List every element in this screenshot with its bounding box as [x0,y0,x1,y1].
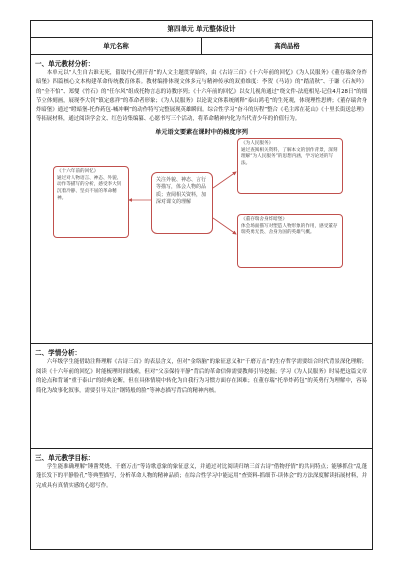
section-material-heading: 一、单元教材分析： [35,60,95,68]
section-learners-paragraph: 六年级学生能借助注释理解《古诗三首》的表层含义，但对“金络脑”的象征意义和“千磨万击”的生存哲学需要结合时代背景深化理解；阅读《十六年前的回忆》时能梳理时间线索，但对“父亲保持平静”背后的革命信仰需要教师引导挖掘；学习《为人民服务》时易把这篇文章的论点和背诵“重于泰山”的经典论断，但在具体情境中转化为自我行为习惯方面存在困难；在董存瑞“托举炸药包”的英勇行为理解中，容易简化为故事化叙事，需要引导关注“钢铸般的脸”等神态描写背后的精神内核。 [36,359,368,394]
gradient-diagram [31,136,372,272]
unit-name-label: 单元名称 [31,38,202,55]
box-dong-cunrui-title: 《董存瑞舍身炸暗堡》 [241,216,287,222]
box-serve-people-title: 《为人民服务》 [241,140,274,146]
box-sixteen-years-title: 《十六年前的回忆》 [57,168,99,174]
box-serve-people [237,138,343,194]
section-material-paragraph: 本单元以“人生自古谁无死，留取丹心照汗青”的人文主题贯穿始终，由《古诗三首》《十六年前的回忆》《为人民服务》《董存瑞舍身炸暗堡》四篇核心文本构建革命传统教育体系。教材编排体现文体多元与精神传承的双重维度：李贺《马诗》的“踏清秋”、于谦《石灰吟》的“全不怕”、郑燮《竹石》的“任尔风”组成托物言志的诗教序列；《十六年前的回忆》以女儿视角通过“绕文件-法庭相见-记住4月28日”的细节立体刻画，展现李大钊“镇定慈祥”的革命者形象；《为人民服务》以论说文体系统阐释“泰山鸿毛”的生死观，体现理性思辨；《董存瑞舍身炸暗堡》通过“瞪暗堡-托炸药包-喊冲啊”的动作特写完整展现英雄瞬间。综合性学习“奋斗的历程”整合《毛主席在花山》《十里长街送总理》等拓展材料，通过阅读学会文、红色诗集编纂、心愿书写三个活动，将革命精神内化为当代青少年的价值行为。 [36,70,368,123]
box-serve-people-text: 通过查阅相关资料，了解本文的创作背景，深刻理解“为人民服务”的思想内涵，学习论述的写法。 [241,147,338,167]
box-sixteen-years-text: 通过对人物语言、神态、外貌、动作等描写的分析，感受李大钊沉着冷静、坚贞不屈的革命精神。 [57,175,122,201]
arrow-to-right-top [213,172,236,188]
unit-name-value: 高尚品格 [202,38,373,55]
unit-name-row [31,38,373,55]
section-learners-heading: 二、学情分析： [35,349,82,357]
box-center-text: 关注外貌、神态、言行等描写，体会人物的品质；查阅相关资料，加深对课文的理解 [156,176,207,206]
unit-design-table [30,20,373,550]
page-title: 第四单元 单元整体设计 [31,21,373,38]
box-center-element [151,172,213,234]
section-goals-heading: 三、单元教学目标： [35,454,95,462]
diagram-title: 单元语文要素在课时中的梯度序列 [155,128,248,136]
section-goals-paragraph: 学生能准确理解“锤凿焚烧、千磨万击”等诗歌意象的象征意义，并通过对比阅读归纳三首古诗“借物抒情”的共同特点；能够抓住“乱蓬蓬长发下的平静脸孔”等典型描写，分析革命人物的精神品质；在综合性学习中能运用“查资料-抓细节-读体会”的方法深度解读拓展材料，并完成具有真情实感的心愿写作。 [36,464,368,489]
title-row [31,21,373,38]
section-goals-row [31,449,373,550]
document-page [30,20,372,548]
box-sixteen-years [53,166,129,238]
section-learners-row [31,344,373,449]
box-dong-cunrui-text: 体会场面描写对塑造人物形象的作用，感受董存瑞英勇无畏、舍身为国的英雄气概。 [241,223,338,236]
section-material-row [31,55,373,344]
arrow-to-right-bottom [213,218,236,234]
box-dong-cunrui [237,214,343,268]
